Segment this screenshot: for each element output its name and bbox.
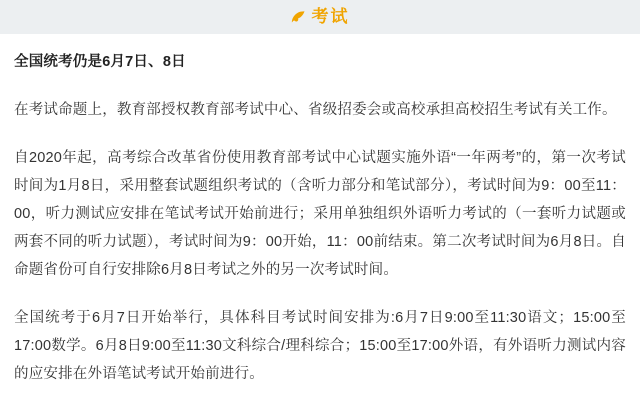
section-title: 考试 [311,6,350,26]
tag-icon [291,10,306,25]
article-paragraph: 自2020年起，高考综合改革省份使用教育部考试中心试题实施外语“一年两考”的，第一次考试时间为1月8日，采用整套试题组织考试的（含听力部分和笔试部分），考试时间为9：00至11：00，听力测试应安排在笔试考试开始前进行；采用单独组织外语听力考试的（一套听力试题或两套不同的听力试题），考试时间为9：00开始，11：00前结束。第二次考试时间为6月8日。自命题省份可自行安排除6月8日考试之外的另一次考试时间。 [14,150,626,278]
article-paragraph: 在考试命题上，教育部授权教育部考试中心、省级招委会或高校承担高校招生考试有关工作。 [14,102,617,118]
header-inner [291,8,350,25]
section-header-banner [0,0,640,34]
article-content [0,34,640,388]
article-heading: 全国统考仍是6月7日、8日 [14,54,186,70]
page-bottom-edge [0,399,640,407]
article-paragraph: 全国统考于6月7日开始举行，具体科目考试时间安排为:6月7日9:00至11:30语文；15:00至17:00数学。6月8日9:00至11:30文科综合/理科综合；15:00至17:00外语，有外语听力测试内容的应安排在外语笔试考试开始前进行。 [14,310,626,382]
